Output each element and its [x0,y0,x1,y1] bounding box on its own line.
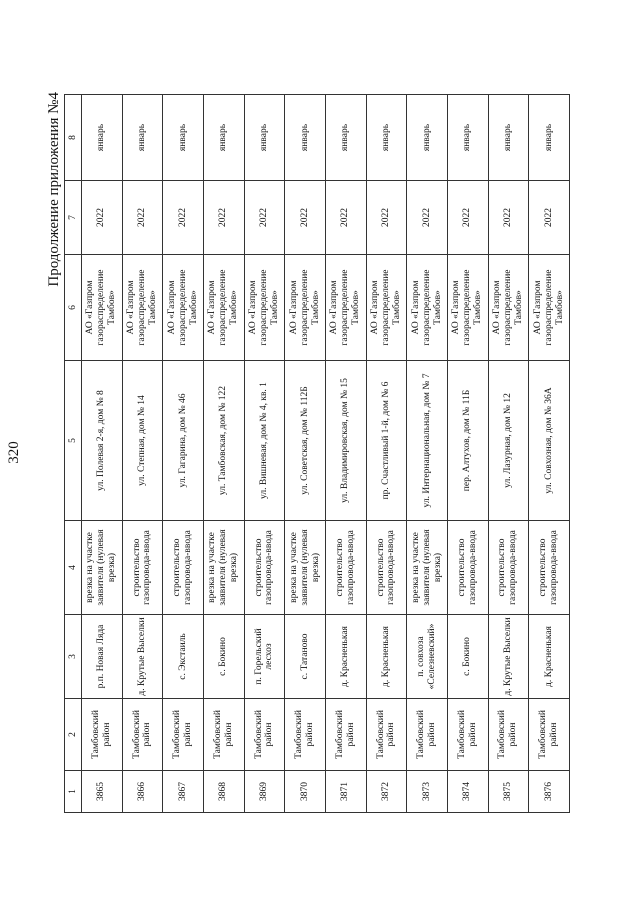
settlement-cell: д. Крутые Выселки [488,615,529,699]
year-cell: 2022 [122,181,163,255]
month-cell: январь [447,95,488,181]
address-cell: ул. Интернациональная, дом № 7 [407,361,448,521]
column-header: 2 [65,699,82,771]
work-type-cell: строительство газопровода-ввода [366,521,407,615]
table-row [488,95,529,813]
settlement-cell: п. Горельский лесхоз [244,615,285,699]
row-number: 3874 [447,771,488,813]
settlement-cell: д. Крутые Выселки [122,615,163,699]
appendix-table [64,94,570,813]
work-type-cell: строительство газопровода-ввода [244,521,285,615]
row-number: 3869 [244,771,285,813]
work-type-cell: строительство газопровода-ввода [529,521,570,615]
page-number: 320 [6,441,22,464]
row-number: 3870 [285,771,326,813]
district-cell: Тамбовский район [407,699,448,771]
organization-cell: АО «Газпром газораспределение Тамбов» [325,255,366,361]
continuation-title: Продолжение приложения №4 [46,92,62,287]
month-cell: январь [529,95,570,181]
settlement-cell: с. Экстаиль [163,615,204,699]
month-cell: январь [163,95,204,181]
table-body [82,95,570,813]
year-cell: 2022 [447,181,488,255]
district-cell: Тамбовский район [366,699,407,771]
row-number: 3873 [407,771,448,813]
month-cell: январь [325,95,366,181]
work-type-cell: строительство газопровода-ввода [122,521,163,615]
address-cell: ул. Совхозная, дом № 36А [529,361,570,521]
year-cell: 2022 [366,181,407,255]
table-row [529,95,570,813]
settlement-cell: с. Бокино [447,615,488,699]
work-type-cell: строительство газопровода-ввода [163,521,204,615]
district-cell: Тамбовский район [325,699,366,771]
district-cell: Тамбовский район [82,699,123,771]
table-row [325,95,366,813]
month-cell: январь [122,95,163,181]
month-cell: январь [488,95,529,181]
district-cell: Тамбовский район [529,699,570,771]
work-type-cell: врезка на участке заявителя (нулевая врезка) [203,521,244,615]
settlement-cell: д. Красненькая [366,615,407,699]
organization-cell: АО «Газпром газораспределение Тамбов» [407,255,448,361]
settlement-cell: с. Татаново [285,615,326,699]
organization-cell: АО «Газпром газораспределение Тамбов» [529,255,570,361]
row-number: 3872 [366,771,407,813]
district-cell: Тамбовский район [122,699,163,771]
settlement-cell: д. Красненькая [325,615,366,699]
year-cell: 2022 [82,181,123,255]
organization-cell: АО «Газпром газораспределение Тамбов» [244,255,285,361]
column-header: 4 [65,521,82,615]
settlement-cell: п. совхоза «Селезневский» [407,615,448,699]
table-row [203,95,244,813]
work-type-cell: врезка на участке заявителя (нулевая врезка) [285,521,326,615]
year-cell: 2022 [325,181,366,255]
row-number: 3868 [203,771,244,813]
column-header: 6 [65,255,82,361]
district-cell: Тамбовский район [203,699,244,771]
work-type-cell: врезка на участке заявителя (нулевая врезка) [82,521,123,615]
settlement-cell: с. Бокино [203,615,244,699]
organization-cell: АО «Газпром газораспределение Тамбов» [366,255,407,361]
month-cell: январь [244,95,285,181]
month-cell: январь [203,95,244,181]
row-number: 3867 [163,771,204,813]
settlement-cell: д. Красненькая [529,615,570,699]
year-cell: 2022 [163,181,204,255]
district-cell: Тамбовский район [488,699,529,771]
table-row [407,95,448,813]
work-type-cell: строительство газопровода-ввода [488,521,529,615]
district-cell: Тамбовский район [447,699,488,771]
organization-cell: АО «Газпром газораспределение Тамбов» [82,255,123,361]
organization-cell: АО «Газпром газораспределение Тамбов» [163,255,204,361]
column-header: 1 [65,771,82,813]
address-cell: ул. Степная, дом № 14 [122,361,163,521]
month-cell: январь [82,95,123,181]
address-cell: пер. Алтухов, дом № 11Б [447,361,488,521]
column-header: 7 [65,181,82,255]
organization-cell: АО «Газпром газораспределение Тамбов» [203,255,244,361]
year-cell: 2022 [244,181,285,255]
organization-cell: АО «Газпром газораспределение Тамбов» [488,255,529,361]
organization-cell: АО «Газпром газораспределение Тамбов» [447,255,488,361]
district-cell: Тамбовский район [163,699,204,771]
month-cell: январь [407,95,448,181]
table-row [447,95,488,813]
table-container [64,95,570,813]
address-cell: ул. Полевая 2-я, дом № 8 [82,361,123,521]
work-type-cell: строительство газопровода-ввода [447,521,488,615]
address-cell: ул. Лазурная, дом № 12 [488,361,529,521]
address-cell: ул. Вишневая, дом № 4, кв. 1 [244,361,285,521]
column-header: 5 [65,361,82,521]
table-row [285,95,326,813]
header-row [65,95,82,813]
table-row [244,95,285,813]
district-cell: Тамбовский район [244,699,285,771]
year-cell: 2022 [285,181,326,255]
table-row [163,95,204,813]
year-cell: 2022 [407,181,448,255]
row-number: 3871 [325,771,366,813]
address-cell: ул. Тамбовская, дом № 122 [203,361,244,521]
row-number: 3866 [122,771,163,813]
table-row [366,95,407,813]
district-cell: Тамбовский район [285,699,326,771]
work-type-cell: строительство газопровода-ввода [325,521,366,615]
year-cell: 2022 [488,181,529,255]
organization-cell: АО «Газпром газораспределение Тамбов» [285,255,326,361]
table-row [82,95,123,813]
organization-cell: АО «Газпром газораспределение Тамбов» [122,255,163,361]
table-row [122,95,163,813]
row-number: 3876 [529,771,570,813]
settlement-cell: р.п. Новая Ляда [82,615,123,699]
row-number: 3875 [488,771,529,813]
month-cell: январь [285,95,326,181]
row-number: 3865 [82,771,123,813]
column-header: 3 [65,615,82,699]
address-cell: ул. Советская, дом № 112Б [285,361,326,521]
month-cell: январь [366,95,407,181]
year-cell: 2022 [203,181,244,255]
column-header: 8 [65,95,82,181]
address-cell: ул. Владимировская, дом № 15 [325,361,366,521]
address-cell: ул. Гагарина, дом № 46 [163,361,204,521]
year-cell: 2022 [529,181,570,255]
address-cell: пр. Счастливый 1-й, дом № 6 [366,361,407,521]
work-type-cell: врезка на участке заявителя (нулевая врезка) [407,521,448,615]
